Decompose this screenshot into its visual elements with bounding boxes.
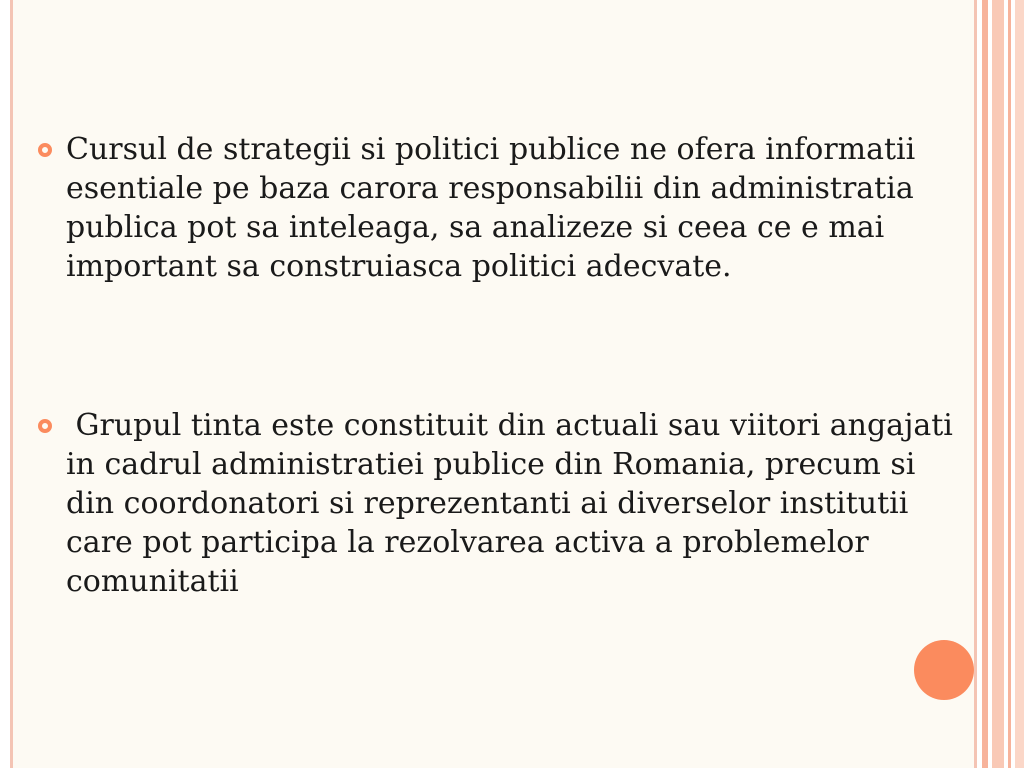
circle-bullet-icon [38, 143, 52, 157]
bullet-text: Cursul de strategii si politici publice ne ofera informatii esentiale pe baza carora responsabilii din administratia publica pot sa inteleaga, sa analizeze si ceea ce e mai important sa construiasca politici adecvate. [66, 132, 925, 284]
bullet-text: Grupul tinta este constituit din actuali sau viitori angajati in cadrul administratiei publice din Romania, precum si din coordonatori si reprezentanti ai diverselor institutii care pot participa la rezolvarea activa a problemelor comunitatii [66, 408, 963, 599]
bullet-item [66, 406, 966, 601]
bullet-item [66, 130, 966, 286]
circle-bullet-icon [38, 419, 52, 433]
